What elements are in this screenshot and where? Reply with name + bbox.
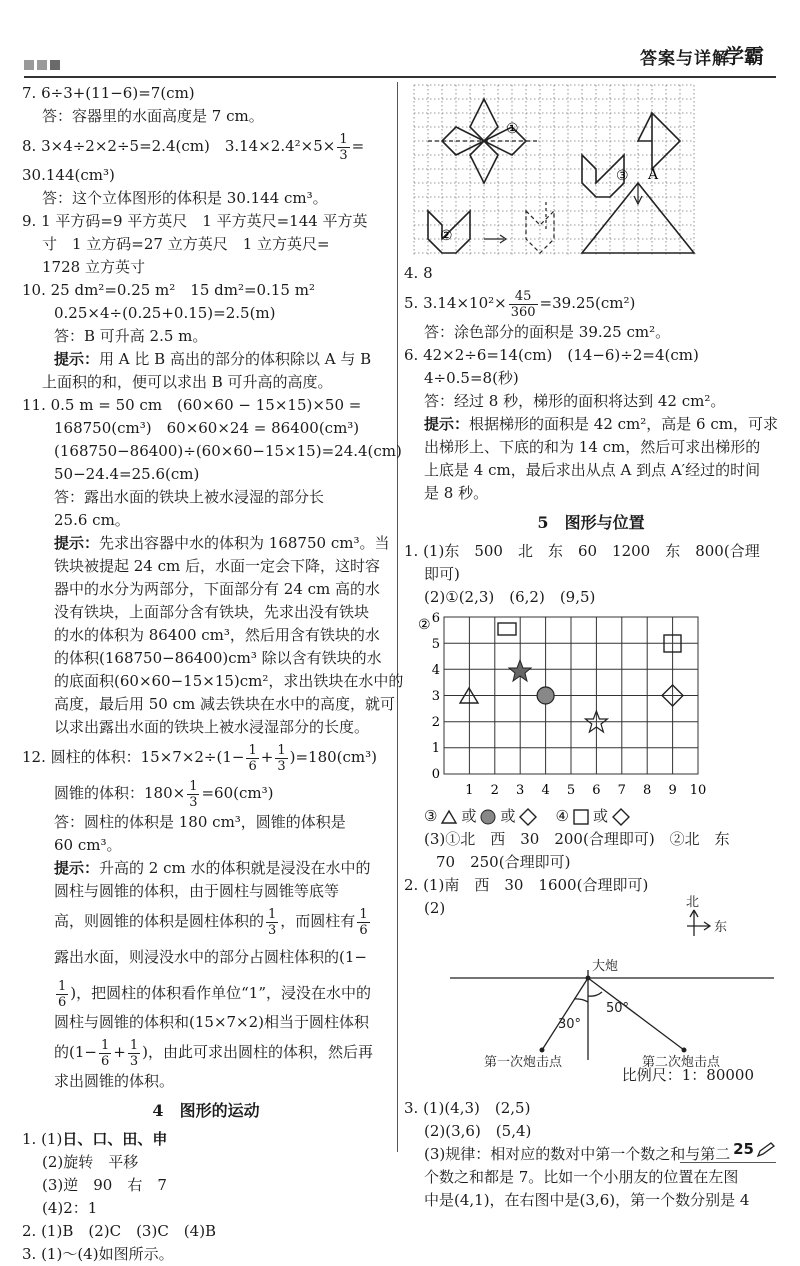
y-tick: 6	[431, 611, 440, 626]
q6-line: 6. 42×2÷6=14(cm) (14−6)÷2=4(cm)	[404, 346, 699, 364]
q5-1-line: 1. (1)东 500 北 东 60 1200 东 800(合理	[404, 542, 760, 560]
q10-line: 0.25×4÷(0.25+0.15)=2.5(m)	[54, 304, 276, 322]
y-tick: 4	[431, 663, 440, 678]
q12-hint: 露出水面，则浸没水中的部分占圆柱体积的(1−	[54, 948, 367, 966]
fraction: $\frac{1}{3}$	[339, 131, 348, 163]
q7-answer: 答：容器里的水面高度是 7 cm。	[42, 107, 264, 125]
q7-line: 7. 6÷3+(11−6)=7(cm)	[22, 84, 195, 102]
coordinate-grid-figure	[404, 609, 707, 805]
q5-3-line: 3. (1)(4,3) (2,5)	[404, 1099, 531, 1117]
q4-2-line: 2. (1)B (2)C (3)C (4)B	[22, 1222, 217, 1240]
q4-1-line: (3)逆 90 右 7	[42, 1176, 167, 1194]
header-brand: 学霸	[724, 44, 764, 68]
q4-1-line: 1. (1)日、口、田、申	[22, 1130, 168, 1148]
circle-marker	[537, 687, 554, 704]
q5-3-line: 个数之和都是 7。比如一个小朋友的位置在左图	[424, 1168, 739, 1186]
ray-second	[588, 978, 684, 1050]
q11-hint: 以求出露出水面的铁块上被水浸湿部分的长度。	[54, 718, 370, 736]
north-arrow	[687, 910, 710, 936]
q5-answer: 答：涂色部分的面积是 39.25 cm²。	[424, 323, 671, 341]
second-point-label: 第二次炮击点	[642, 1055, 721, 1070]
q10-line: 10. 25 dm²=0.25 m² 15 dm²=0.15 m²	[22, 281, 315, 299]
q5-1-shapes: ③ 或 或 ④ 或	[404, 805, 778, 828]
q11-line: 168750(cm³) 60×60×24 = 86400(cm³)	[54, 419, 360, 437]
q11-hint: 没有铁块，上面部分含有铁块，先求出没有铁块	[54, 603, 370, 621]
q12-hint: 圆柱与圆锥的体积和(15×7×2)相当于圆柱体积	[54, 1013, 370, 1031]
page-number: 25	[733, 1140, 754, 1158]
q5-2-line: (2)	[424, 899, 446, 917]
q12-hint: 求出圆锥的体积。	[54, 1072, 175, 1090]
diamond-icon	[519, 808, 537, 826]
north-label: 北	[686, 895, 700, 910]
q5-3-line: (3)规律：相对应的数对中第一个数之和与第二	[424, 1145, 731, 1163]
q5-3-line: (2)(3,6) (5,4)	[424, 1122, 532, 1140]
east-label: 东	[714, 920, 728, 935]
pencil-icon	[756, 1142, 776, 1158]
label-3: ③	[616, 168, 629, 184]
q12-hint: 圆柱与圆锥的体积，由于圆柱与圆锥等底等	[54, 882, 340, 900]
y-tick: 5	[431, 637, 440, 652]
x-tick: 8	[643, 783, 652, 798]
label-2: ②	[440, 228, 453, 244]
y-tick: 3	[431, 689, 440, 704]
q4-1-line: (4)2：1	[42, 1199, 98, 1217]
y-tick: 0	[431, 767, 440, 782]
triangle-icon	[441, 809, 457, 825]
label-1: ①	[506, 121, 519, 137]
q11-hint: 的底面积(60×60−15×15)cm²，求出铁块在水中的	[54, 672, 404, 690]
q4-answer: 4. 8	[404, 264, 433, 282]
cannon-point	[586, 976, 591, 981]
q6-hint: 是 8 秒。	[424, 484, 489, 502]
q11-hint: 提示：先求出容器中水的体积为 168750 cm³。当	[54, 534, 390, 552]
section-title-5: 5 图形与位置	[537, 513, 645, 532]
first-point-label: 第一次炮击点	[484, 1055, 563, 1070]
q5-line: 5. 3.14×10²× $\frac{45}{360}$ =39.25(cm²)	[404, 288, 636, 320]
q12-hint: 提示：升高的 2 cm 水的体积就是浸没在水中的	[54, 859, 371, 877]
right-column	[404, 80, 778, 1212]
q5-2-line: 2. (1)南 西 30 1600(合理即可)	[404, 876, 649, 894]
x-tick: 4	[541, 783, 550, 798]
square-icon	[573, 809, 589, 825]
angle-30-label: 30°	[558, 1017, 582, 1032]
page-header	[0, 0, 800, 76]
q5-1-line: (2)①(2,3) (6,2) (9,5)	[424, 588, 596, 606]
q9-line: 寸 1 立方码=27 立方英尺 1 立方英尺=	[42, 235, 330, 253]
header-title: 答案与详解	[640, 49, 730, 69]
q12-line: 12. 圆柱的体积：15×7×2÷(1− $\frac{1}{6}$ + $\frac{1}{3}$ )=180(cm³)	[22, 742, 378, 774]
q12-hint: $\frac{1}{6}$ )，把圆柱的体积看作单位“1”，浸没在水中的	[58, 978, 372, 1010]
footer-rule	[680, 1162, 776, 1163]
header-squares	[24, 60, 60, 70]
x-tick: 6	[592, 783, 601, 798]
header-rule	[24, 76, 776, 78]
cannon-label: 大炮	[592, 959, 619, 974]
q11-hint: 高度，最后用 50 cm 减去铁块在水中的高度，就可	[54, 695, 396, 713]
section-title-4: 4 图形的运动	[152, 1101, 260, 1120]
angle-50-label: 50°	[606, 1001, 630, 1016]
diamond-icon	[612, 808, 630, 826]
q8-answer: 答：这个立体图形的体积是 30.144 cm³。	[42, 189, 328, 207]
rectangle-marker	[498, 623, 516, 635]
q12-hint: 的(1− $\frac{1}{6}$ + $\frac{1}{3}$ )，由此可求出圆柱的体积，然后再	[54, 1037, 373, 1069]
q5-3-line: 中是(4,1)，在右图中是(3,6)，第一个数分别是 4	[424, 1191, 750, 1209]
ray-first	[542, 978, 588, 1050]
transformation-grid-figure	[404, 80, 704, 262]
q10-answer: 答：B 可升高 2.5 m。	[54, 327, 208, 345]
q5-1-line: (3)①北 西 30 200(合理即可) ②北 东	[424, 830, 730, 848]
q8-line: 8. 3×4÷2×2÷5=2.4(cm) 3.14×2.4²×5× $\frac{1}{3}$ =	[22, 131, 365, 163]
x-tick: 7	[617, 783, 626, 798]
q11-hint: 的体积(168750−86400)cm³ 除以含有铁块的水	[54, 649, 382, 667]
q12-hint: 高，则圆锥的体积是圆柱体积的 $\frac{1}{3}$ ，而圆柱有 $\frac{1}{6}$	[54, 906, 368, 938]
x-tick: 9	[668, 783, 677, 798]
q6-hint: 出梯形上、下底的和为 14 cm，然后可求出梯形的	[424, 438, 761, 456]
x-tick: 1	[465, 783, 474, 798]
q5-1-line: 即可)	[424, 565, 460, 583]
q11-line: (168750−86400)÷(60×60−15×15)=24.4(cm)	[54, 442, 402, 460]
x-tick: 3	[516, 783, 525, 798]
q5-1-line: 70 250(合理即可)	[436, 853, 571, 871]
q12-answer: 60 cm³。	[54, 836, 122, 854]
y-tick: 1	[431, 741, 440, 756]
left-column	[22, 82, 404, 1266]
first-point	[540, 1048, 545, 1053]
q11-hint: 的水的体积为 86400 cm³，然后用含有铁块的水	[54, 626, 380, 644]
y-tick: 2	[431, 715, 440, 730]
q12-answer: 答：圆柱的体积是 180 cm³，圆锥的体积是	[54, 813, 346, 831]
q8-result: 30.144(cm³)	[22, 166, 115, 184]
x-tick: 5	[566, 783, 576, 798]
q11-line: 11. 0.5 m = 50 cm (60×60 − 15×15)×50 =	[22, 396, 362, 414]
column-divider	[397, 82, 398, 1152]
q9-line: 1728 立方英寸	[42, 258, 145, 276]
map-scale: 比例尺：1：80000	[621, 1066, 754, 1084]
q4-1-line: (2)旋转 平移	[42, 1153, 139, 1171]
q6-hint: 提示：根据梯形的面积是 42 cm²，高是 6 cm，可求	[424, 415, 778, 433]
label-A: A	[648, 167, 659, 183]
q11-hint: 器中的水分为两部分，下面部分有 24 cm 高的水	[54, 580, 381, 598]
q12-line: 圆锥的体积：180× $\frac{1}{3}$ =60(cm³)	[54, 778, 274, 810]
x-tick: 2	[490, 783, 499, 798]
q10-hint: 提示：用 A 比 B 高出的部分的体积除以 A 与 B	[54, 350, 372, 368]
circle-icon	[480, 809, 496, 825]
q4-3-line: 3. (1)～(4)如图所示。	[22, 1245, 174, 1263]
q11-answer: 答：露出水面的铁块上被水浸湿的部分长	[54, 488, 325, 506]
q6-answer: 答：经过 8 秒，梯形的面积将达到 42 cm²。	[424, 392, 726, 410]
q6-hint: 上底是 4 cm，最后求出从点 A 到点 A′经过的时间	[424, 461, 761, 479]
label-2: ②	[418, 617, 431, 633]
q9-line: 9. 1 平方码=9 平方英尺 1 平方英尺=144 平方英	[22, 212, 368, 230]
q11-hint: 铁块被提起 24 cm 后，水面一定会下降，这时容	[54, 557, 381, 575]
q6-line: 4÷0.5=8(秒)	[424, 369, 519, 387]
q11-line: 50−24.4=25.6(cm)	[54, 465, 200, 483]
grid-lines	[444, 617, 698, 774]
second-point	[682, 1048, 687, 1053]
q10-hint: 上面积的和，便可以求出 B 可升高的高度。	[42, 373, 333, 391]
direction-map-figure	[404, 895, 778, 1070]
q11-answer: 25.6 cm。	[54, 511, 130, 529]
x-tick: 10	[689, 783, 707, 798]
